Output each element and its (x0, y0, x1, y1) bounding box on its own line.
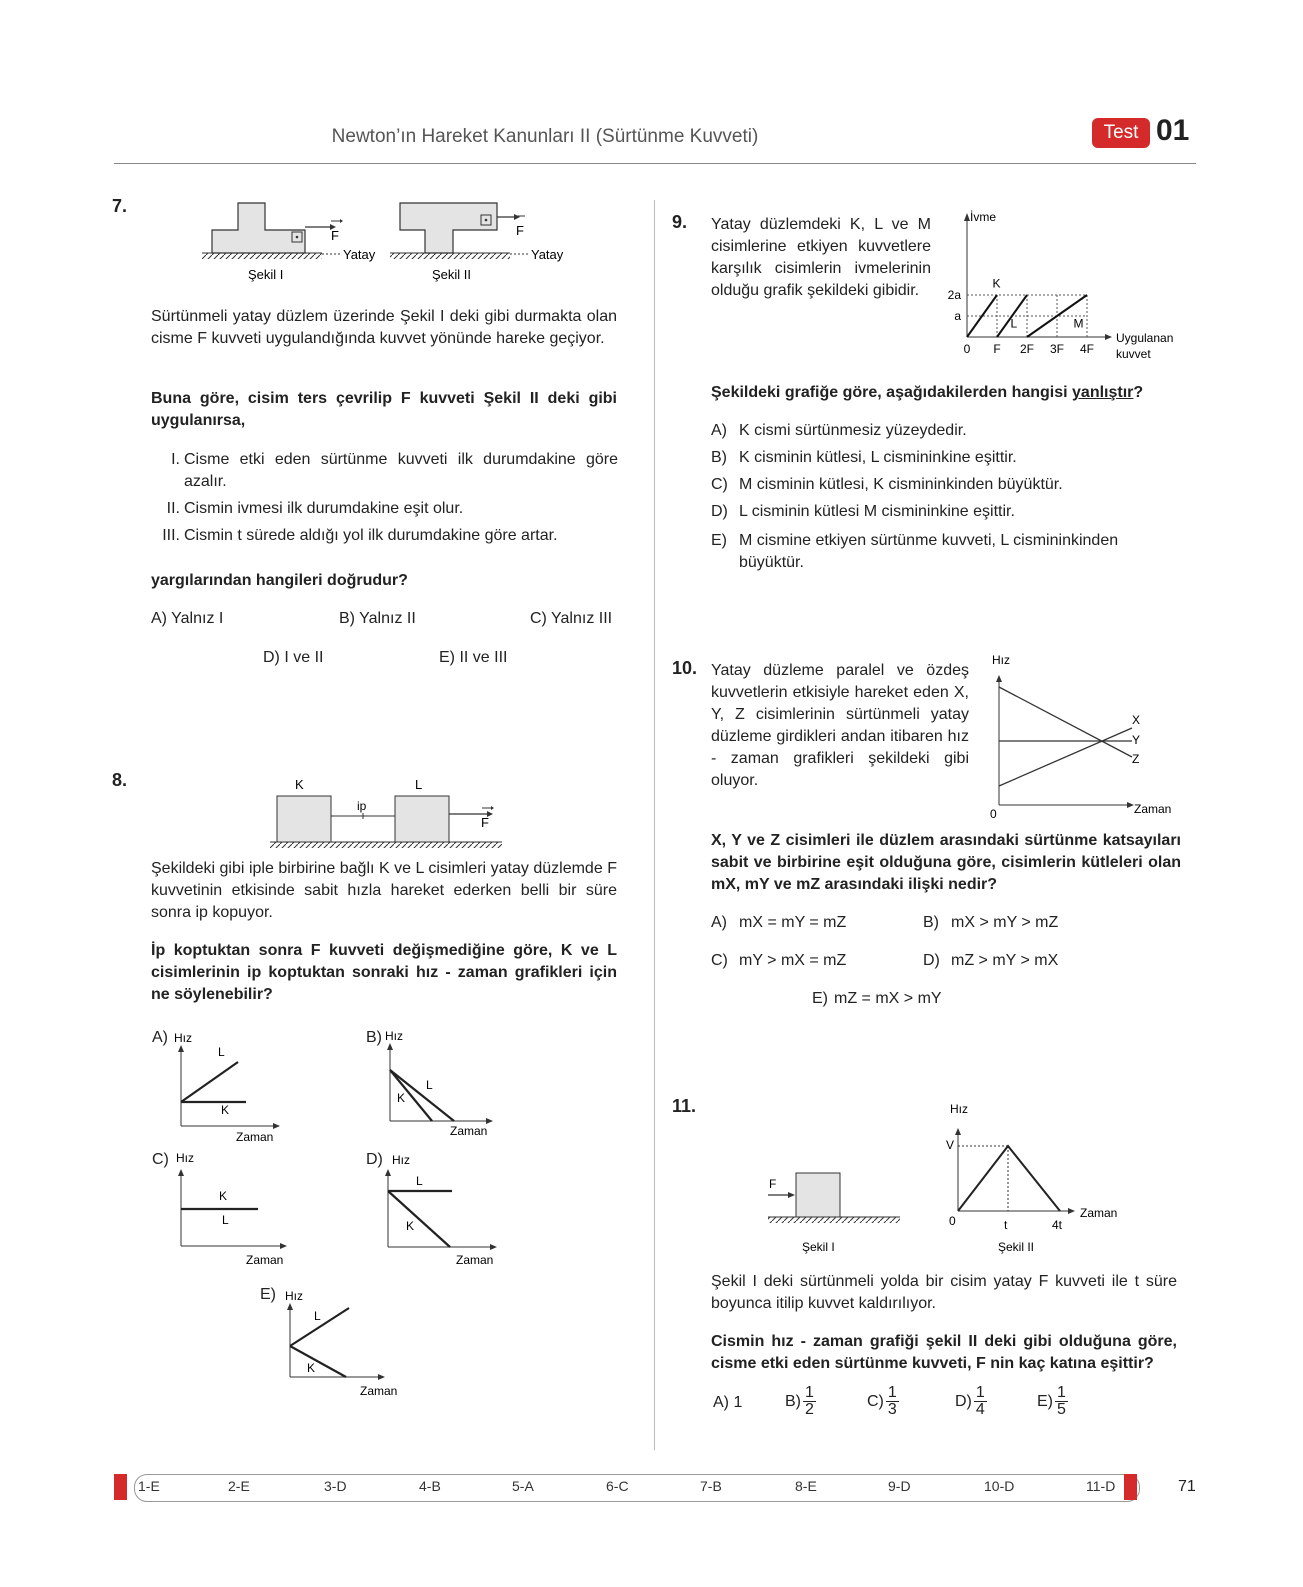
answer-bar-left-marker (114, 1474, 127, 1500)
q9-x-tick: 0 (963, 342, 971, 356)
svg-text:Hız: Hız (285, 1289, 303, 1303)
sekil2-block (400, 203, 497, 253)
question-10-number: 10. (672, 658, 698, 678)
answer-key-item: 10-D (984, 1478, 1015, 1494)
svg-text:K: K (219, 1189, 228, 1203)
answer-key-item: 4-B (419, 1478, 441, 1494)
q8e-k-line (290, 1346, 346, 1377)
page-number: 71 (1178, 1478, 1196, 1495)
q7-yatay-label-2: Yatay (531, 247, 564, 262)
q9-option-c[interactable]: C) M cisminin kütlesi, K cismininkinden büyüktür. (711, 476, 1063, 493)
q9-x-tick: 3F (1049, 342, 1065, 356)
svg-text:K: K (221, 1103, 230, 1117)
svg-text:L: L (426, 1078, 433, 1092)
q7-sekil2-label: Şekil II (432, 267, 472, 282)
svg-text:K: K (406, 1219, 415, 1233)
svg-text:Şekil II: Şekil II (998, 1240, 1035, 1254)
question-9-chart (940, 207, 1180, 365)
question-7-figure (200, 195, 580, 290)
q9-option-d[interactable]: D) L cisminin kütlesi M cismininkine eşittir. (711, 503, 1015, 520)
q8-option-c-label[interactable]: C) (152, 1151, 169, 1168)
q9-y-tick: a (954, 309, 961, 323)
q9-x-tick: 4F (1079, 342, 1095, 356)
q9-y-label: İvme (970, 210, 997, 224)
question-11-text: Şekil I deki sürtünmeli yolda bir cisim yatay F kuvveti ile t süre boyunca itilip kuvvet kaldırılıyor. (711, 1273, 1177, 1312)
answer-key-item: 5-A (512, 1478, 534, 1494)
q8-force-label: F (481, 815, 489, 830)
svg-text:L: L (416, 1174, 423, 1188)
q7-statement-2: II. Cismin ivmesi ilk durumdakine eşit olur. (166, 500, 464, 517)
q7-sekil1-label: Şekil I (248, 267, 284, 282)
q9-series-label-l: L (1010, 316, 1018, 331)
question-8-figure (262, 772, 512, 852)
svg-text:Zaman: Zaman (360, 1384, 398, 1398)
svg-text:4t: 4t (1052, 1218, 1063, 1232)
q7-option-e[interactable]: E) II ve III (439, 649, 508, 666)
header-divider (114, 163, 1196, 164)
q7-force-label-1: F (331, 228, 339, 243)
q8-option-b-label[interactable]: B) (366, 1029, 382, 1046)
svg-text:Zaman: Zaman (1080, 1206, 1118, 1220)
q10-option-c[interactable]: C) mY > mX = mZ (711, 952, 847, 969)
answer-key-item: 1-E (138, 1478, 160, 1494)
q9-x-tick: F (993, 342, 1001, 356)
question-9-prompt: Şekildeki grafiğe göre, aşağıdakilerden hangisi yanlıştır? (711, 384, 1144, 401)
q11-option-b[interactable]: B) 1 2 (785, 1384, 814, 1418)
q8-option-e-graph[interactable] (280, 1286, 420, 1402)
answer-key-item: 8-E (795, 1478, 817, 1494)
svg-text:0: 0 (949, 1214, 956, 1228)
q8-option-a-label[interactable]: A) (152, 1029, 168, 1046)
q9-series-label-k: K (992, 276, 1001, 291)
q8-option-d-label[interactable]: D) (366, 1151, 383, 1168)
svg-text:K: K (397, 1091, 406, 1105)
question-10-prompt: X, Y ve Z cisimleri ile düzlem arasındaki sürtünme katsayıları sabit ve birbirine eşit olduğuna göre, cisimlerin kütleleri olan mX, mY ve mZ arasındaki ilişki nedir? (711, 832, 1181, 893)
q10-option-d[interactable]: D) mZ > mY > mX (923, 952, 1059, 969)
svg-text:Z: Z (1132, 752, 1140, 766)
q9-y-tick: 2a (947, 288, 961, 302)
q8-k-label: K (295, 777, 304, 792)
q11-option-c[interactable]: C) 1 3 (867, 1384, 897, 1418)
answer-key-item: 7-B (700, 1478, 722, 1494)
question-8-text: Şekildeki gibi iple birbirine bağlı K ve L cisimleri yatay düzlemde F kuvvetinin etkisinde sabit hızla hareket ederken belli bir süre sonra ip kopuyor. (151, 860, 617, 921)
question-11-prompt: Cismin hız - zaman grafiği şekil II deki gibi olduğuna göre, cisme etki eden sürtünme kuvveti, F nin kaç katına eşittir? (711, 1333, 1177, 1372)
column-divider (654, 200, 655, 1450)
svg-text:V: V (946, 1138, 955, 1152)
svg-text:Zaman: Zaman (450, 1124, 488, 1138)
svg-text:L: L (218, 1045, 225, 1059)
svg-text:Y: Y (1132, 733, 1141, 747)
q8d-k-line (388, 1191, 450, 1247)
q8a-l-line (181, 1062, 238, 1102)
q9-option-a[interactable]: A) K cismi sürtünmesiz yüzeydedir. (711, 422, 967, 439)
question-8-prompt: İp koptuktan sonra F kuvveti değişmediğine göre, K ve L cisimlerinin ip koptuktan sonraki hız - zaman grafikleri için ne söylenebilir? (151, 942, 617, 1003)
q9-x-arrow (1105, 334, 1112, 340)
question-10-text: Yatay düzleme paralel ve özdeş kuvvetlerin etkisiyle hareket eden X, Y, Z cisimlerinin sürtünmeli yatay düzleme girdikleri andan itibaren hız - zaman grafikleri şekildeki gibi oluyor. (711, 662, 969, 789)
q9-x-label-2: kuvvet (1116, 347, 1151, 361)
q7-option-a[interactable]: A) Yalnız I (151, 610, 224, 627)
q10-z-line (999, 728, 1132, 786)
question-10-figure (984, 650, 1184, 820)
answer-bar-right-marker (1124, 1474, 1137, 1500)
svg-text:Şekil I: Şekil I (802, 1240, 835, 1254)
answer-key-bar (114, 1474, 1162, 1500)
test-number: 01 (1156, 114, 1190, 147)
q9-x-label-1: Uygulanan (1116, 331, 1174, 345)
q7-statement-3: III. Cismin t sürede aldığı yol ilk durumdakine göre artar. (162, 527, 558, 544)
question-7-prompt: Buna göre, cisim ters çevrilip F kuvveti Şekil II deki gibi uygulanırsa, (151, 390, 617, 429)
question-7-ask: yargılarından hangileri doğrudur? (151, 572, 408, 589)
svg-text:Zaman: Zaman (456, 1253, 494, 1267)
q10-option-e[interactable]: E) mZ = mX > mY (812, 990, 942, 1007)
q11-option-e[interactable]: E) 1 5 (1037, 1384, 1066, 1418)
question-9-text: Yatay düzlemdeki K, L ve M cisimlerine etkiyen kuvvetlere karşılık cisimlerin ivmelerinin olduğu grafik şekildeki gibidir. (711, 216, 931, 299)
q7-option-c[interactable]: C) Yalnız III (530, 610, 613, 627)
svg-text:Hız: Hız (950, 1102, 968, 1116)
svg-text:Zaman: Zaman (236, 1130, 274, 1144)
question-8-number: 8. (112, 770, 128, 790)
answer-key-item: 2-E (228, 1478, 250, 1494)
question-11-number: 11. (672, 1096, 697, 1116)
question-7-text: Sürtünmeli yatay düzlem üzerinde Şekil I deki gibi durmakta olan cisme F kuvveti uygulandığında kuvvet yönünde hareke geçiyor. (151, 308, 617, 347)
svg-text:t: t (1004, 1218, 1008, 1232)
sekil1-block (212, 203, 305, 253)
svg-text:F: F (769, 1177, 777, 1191)
q8-l-label: L (415, 777, 423, 792)
q9-series-label-m: M (1073, 316, 1084, 331)
test-badge: Test (1092, 118, 1150, 148)
svg-text:L: L (314, 1309, 321, 1323)
q11-option-a[interactable]: A) 1 (713, 1394, 743, 1411)
q8-option-c-graph[interactable] (172, 1148, 297, 1270)
q9-x-tick: 2F (1019, 342, 1035, 356)
svg-text:Zaman: Zaman (246, 1253, 284, 1267)
q10-x-line (999, 687, 1132, 757)
q9-option-e[interactable]: E) M cismine etkiyen sürtünme kuvveti, L cismininkinden büyüktür. (711, 532, 1119, 571)
svg-text:K: K (307, 1361, 316, 1375)
q7-option-d[interactable]: D) I ve II (263, 649, 324, 666)
q8-option-a-graph[interactable] (170, 1028, 290, 1146)
q7-option-b[interactable]: B) Yalnız II (339, 610, 416, 627)
svg-text:Hız: Hız (392, 1153, 410, 1167)
svg-text:0: 0 (990, 807, 997, 820)
chapter-title: Newton’ın Hareket Kanunları II (Sürtünme Kuvveti) (331, 126, 759, 147)
q8-option-b-graph[interactable] (380, 1026, 510, 1144)
svg-text:L: L (222, 1213, 229, 1227)
svg-text:Hız: Hız (174, 1031, 192, 1045)
question-9-number: 9. (672, 212, 688, 232)
q9-option-b[interactable]: B) K cisminin kütlesi, L cismininkine eşittir. (711, 449, 1017, 466)
question-11-figure (760, 1095, 1140, 1260)
svg-text:Hız: Hız (176, 1151, 194, 1165)
svg-text:Hız: Hız (385, 1029, 403, 1043)
q10-option-b[interactable]: B) mX > mY > mZ (923, 914, 1059, 931)
q8-ip-label: ip (357, 799, 367, 813)
q8-option-d-graph[interactable] (382, 1148, 512, 1270)
answer-key-item: 11-D (1086, 1478, 1116, 1494)
answer-key-item: 9-D (888, 1478, 911, 1494)
q11-velocity-line (958, 1146, 1060, 1211)
answer-key-item: 3-D (324, 1478, 347, 1494)
question-7-number: 7. (112, 196, 128, 216)
svg-text:Hız: Hız (992, 653, 1010, 667)
answer-key-item: 6-C (606, 1478, 629, 1494)
q10-option-a[interactable]: A) mX = mY = mZ (711, 914, 847, 931)
q7-force-label-2: F (516, 223, 524, 238)
q7-yatay-label-1: Yatay (343, 247, 376, 262)
svg-text:Zaman: Zaman (1134, 802, 1172, 816)
svg-text:X: X (1132, 713, 1141, 727)
q8-option-e-label[interactable]: E) (260, 1286, 276, 1303)
q11-option-d[interactable]: D) 1 4 (955, 1384, 985, 1418)
q7-statement-1: I. Cisme etki eden sürtünme kuvveti ilk durumdakine göre azalır. (171, 451, 618, 490)
